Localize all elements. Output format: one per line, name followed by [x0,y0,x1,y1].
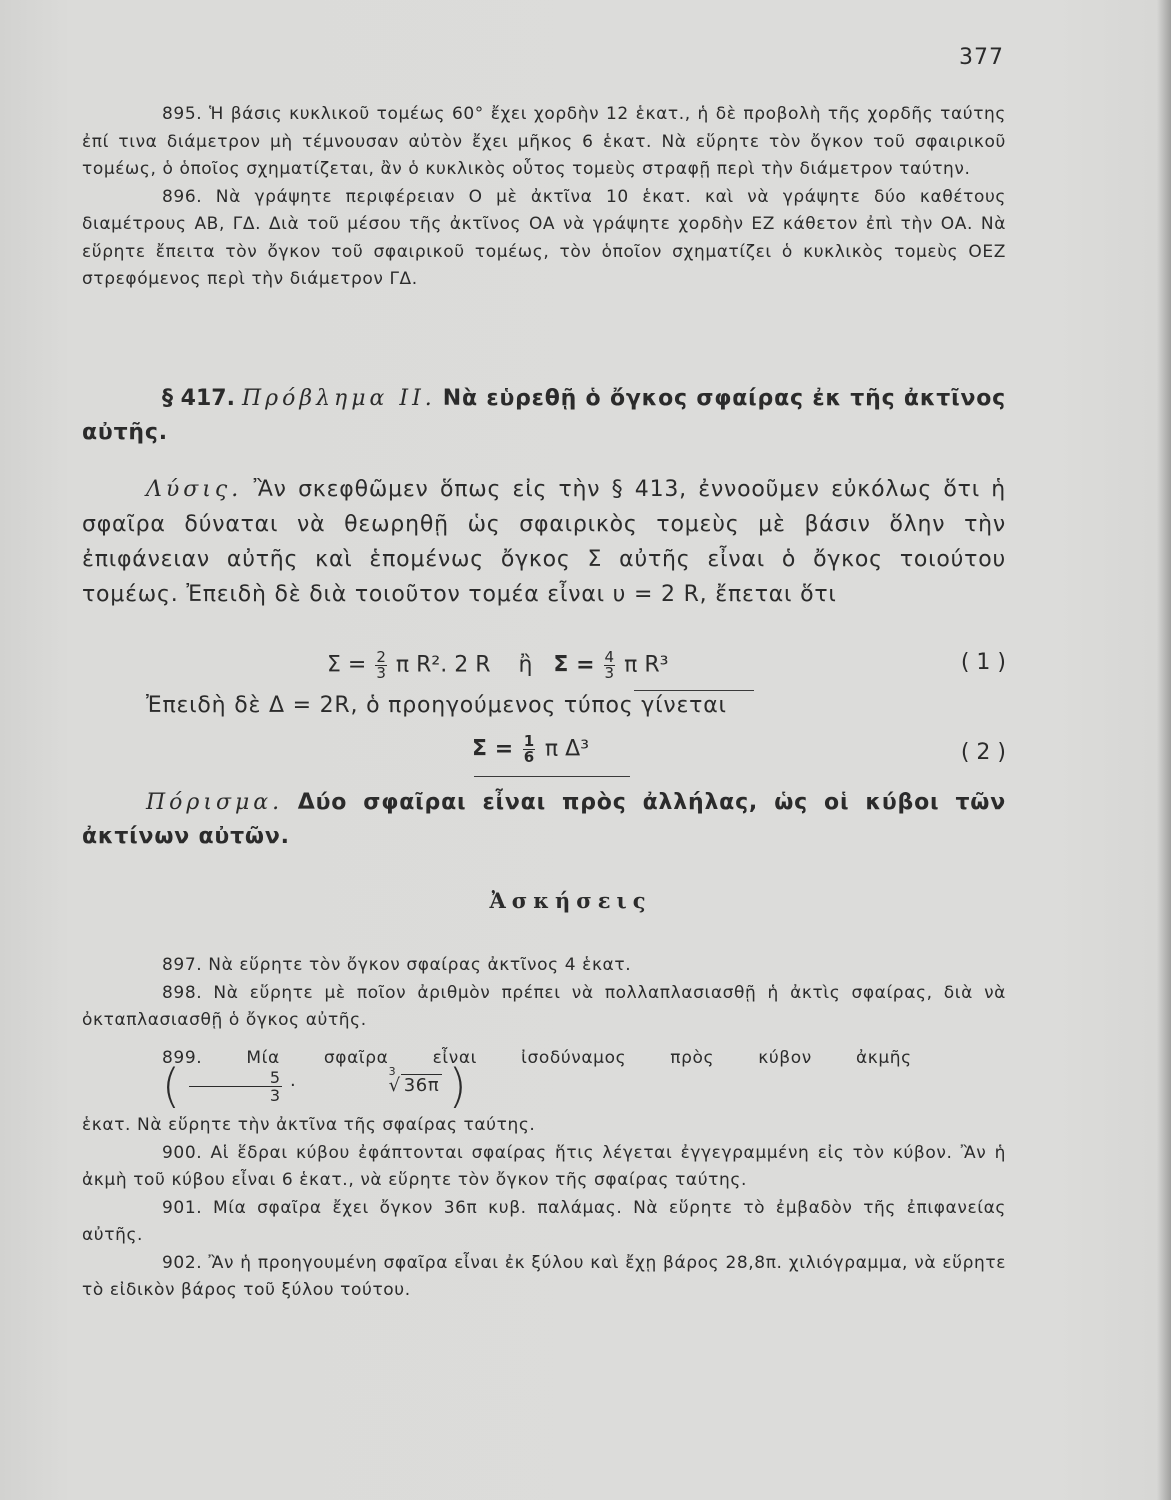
section-number: § 417. [162,386,235,411]
section-label: Πρόβλημα ΙΙ. [242,386,436,411]
formula-2 [82,732,1006,778]
formula-1-fraction-a [375,650,387,681]
top-exercises [82,101,1006,294]
formula-1-expression [327,650,668,681]
formula-2-fraction-denominator: 6 [523,748,535,766]
exercise-899-continued: ἑκατ. Νὰ εὕρητε τὴν ἀκτῖνα τῆς σφαίρας ταύτης. [82,1115,536,1135]
exercise-899-dot: · [289,1075,297,1096]
right-paren: ) [448,1059,468,1113]
formula-1-lhs2: Σ = [553,652,595,678]
exercise-900: 900. Αἱ ἕδραι κύβου ἐφάπτονται σφαίρας ἥτις λέγεται ἐγγεγραμμένη εἰς τὸν κύβον. Ἂν ἡ ἀκμὴ τοῦ κύβου εἶναι 6 ἑκατ., νὰ εὕρητε τὸν ὄγκον τῆς σφαίρας ταύτης. [82,1142,1006,1190]
formula-2-fraction-numerator: 1 [523,732,535,750]
radical-sign: √ [388,1075,401,1096]
formula-1-rhs2: π R³ [624,652,669,678]
exercises-title: Ἀσκήσεις [489,888,652,913]
formula-1-middle: π R². 2 R [395,652,491,678]
exercise-898: 898. Νὰ εὕρητε μὲ ποῖον ἀριθμὸν πρέπει νὰ πολλαπλασιασθῇ ἡ ἀκτὶς σφαίρας, διὰ νὰ ὀκταπλασιασθῇ ὁ ὄγκος αὐτῆς. [82,982,1006,1030]
corollary-label: Πόρισμα. [146,790,284,815]
formula-1-fraction-b-numerator: 4 [604,648,615,666]
equation-number-2: ( 2 ) [960,740,1006,765]
page-number: 377 [959,45,1004,70]
exercise-899-fraction-numerator: 5 [189,1069,282,1087]
formula-1-fraction-a-denominator: 3 [376,664,386,682]
exercise-895: 895. Ἡ βάσις κυκλικοῦ τομέως 60° ἔχει χορδὴν 12 ἑκατ., ἡ δὲ προβολὴ τῆς χορδῆς ταύτης ἐπί τινα διάμετρον μὴ τέμνουσαν αὐτὸν ἔχει μῆκος 6 ἑκατ. Νὰ εὕρητε τὸν ὄγκον τοῦ σφαιρικοῦ τομέως, ὁ ὁποῖος σχηματίζεται, ἂν ὁ κυκλικὸς οὗτος τομεὺς στραφῇ περὶ τὴν διάμετρον ταύτην. [82,104,1006,179]
solution-label: Λύσις. [146,477,243,502]
section-417 [82,382,1006,450]
formula-1-underline [634,690,754,691]
cube-root [303,1065,443,1100]
solution-paragraph [82,472,1006,612]
exercise-897: 897. Νὰ εὕρητε τὸν ὄγκον σφαίρας ἀκτῖνος 4 ἑκατ. [162,955,632,975]
formula-1 [82,648,1006,694]
bridge-text: Ἐπειδὴ δὲ Δ = 2R, ὁ προηγούμενος τύπος γίνεται [146,693,727,718]
solution-text: Ἂν σκεφθῶμεν ὅπως εἰς τὴν § 413, ἐννοοῦμεν εὐκόλως ὅτι ἡ σφαῖρα δύναται νὰ θεωρηθῇ ὡς σφαιρικὸς τομεὺς μὲ βάσιν ὅλην τὴν ἐπιφάνειαν αὐτῆς καὶ ἑπομένως ὄγκος Σ αὐτῆς εἶναι ὁ ὄγκος τοιούτου τομέως. Ἐπειδὴ δὲ διὰ τοιοῦτον τομέα εἶναι υ = 2 R, ἔπεται ὅτι [82,477,1007,607]
cube-root-radicand: 36π [401,1074,443,1096]
corollary [82,786,1006,854]
formula-2-underline [474,776,630,777]
formula-2-lhs: Σ = [472,736,514,762]
exercise-899-fraction-denominator: 3 [269,1085,281,1105]
corollary-text: Δύο σφαῖραι εἶναι πρὸς ἀλλήλας, ὡς οἱ κύβοι τῶν ἀκτίνων αὐτῶν. [82,790,1006,849]
formula-1-fraction-b [604,650,616,681]
formula-1-fraction-b-denominator: 3 [604,664,615,682]
exercise-901: 901. Μία σφαῖρα ἔχει ὄγκον 36π κυβ. παλάμας. Νὰ εὕρητε τὸ ἐμβαδὸν τῆς ἐπιφανείας αὐτῆς. [82,1197,1006,1245]
cube-root-index: 3 [388,1065,397,1078]
formula-2-expression [472,734,589,765]
corollary-paragraph [82,786,1006,854]
section-title: Νὰ εὑρεθῇ ὁ ὄγκος σφαίρας ἐκ τῆς ἀκτῖνος αὐτῆς. [82,386,1007,445]
exercise-899-fraction [189,1069,282,1104]
formula-1-lhs: Σ = [327,652,367,678]
exercise-896: 896. Νὰ γράψητε περιφέρειαν Ο μὲ ἀκτῖνα 10 ἑκατ. καὶ νὰ γράψητε δύο καθέτους διαμέτρους ΑΒ, ΓΔ. Διὰ τοῦ μέσου τῆς ἀκτῖνος ΟΑ νὰ γράψητε χορδὴν ΕΖ κάθετον ἐπὶ τὴν ΟΑ. Νὰ εὕρητε ἔπειτα τὸν ὄγκον τοῦ σφαιρικοῦ τομέως, τὸν ὁποῖον σχηματίζει ὁ κυκλικὸς τομεὺς ΟΕΖ στρεφόμενος περὶ τὴν διάμετρον ΓΔ. [82,186,1006,289]
formula-2-rhs: π Δ³ [544,736,590,762]
exercise-899-expression [82,1059,468,1113]
section-heading [82,382,1006,450]
solution [82,472,1006,612]
formula-2-fraction [523,734,535,765]
left-paren: ( [162,1059,181,1113]
page-edge-shadow [1157,0,1171,1500]
formula-1-fraction-a-numerator: 2 [376,648,386,666]
exercise-899-text: 899. Μία σφαῖρα εἶναι ἰσοδύναμος πρὸς κύβον ἀκμῆς [162,1047,912,1068]
exercise-899 [82,1045,1006,1113]
exercise-902: 902. Ἂν ἡ προηγουμένη σφαῖρα εἶναι ἐκ ξύλου καὶ ἔχῃ βάρος 28,8π. χιλιόγραμμα, νὰ εὕρητε τὸ εἰδικὸν βάρος τοῦ ξύλου τούτου. [82,1252,1006,1300]
formula-1-or: ἢ [518,652,533,678]
exercises [82,952,1006,1305]
equation-number-1: ( 1 ) [960,650,1006,675]
